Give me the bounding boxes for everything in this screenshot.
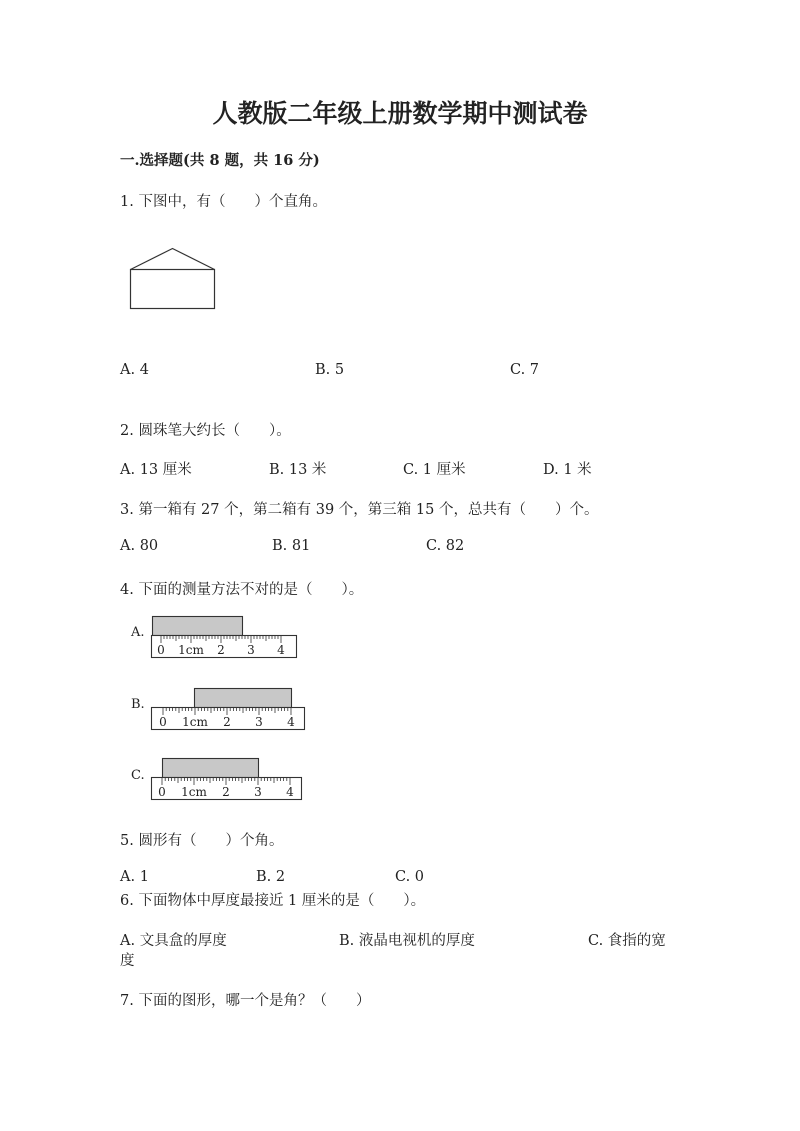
measured-bar [163,759,259,778]
question-2-option-a[interactable]: A. 13 厘米 [120,462,192,478]
ruler-label: 2 [222,785,230,799]
question-3-option-b[interactable]: B. 81 [272,538,311,554]
question-5-option-c[interactable]: C. 0 [395,869,425,885]
question-5-option-b[interactable]: B. 2 [256,869,286,885]
question-6-option-a[interactable]: A. 文具盒的厚度 [120,933,227,949]
ruler-label: 2 [217,643,225,657]
question-4-option-b[interactable]: B. [131,697,145,712]
question-3-stem: 3. 第一箱有 27 个，第二箱有 39 个，第三箱 15 个，总共有（ ）个。 [120,502,599,518]
ruler-label: 2 [223,715,231,729]
question-1-option-b[interactable]: B. 5 [315,362,345,378]
question-1-option-a[interactable]: A. 4 [120,362,149,378]
ruler-label: 4 [287,715,295,729]
house-figure [125,243,221,315]
question-5-stem: 5. 圆形有（ ）个角。 [120,833,284,849]
question-1-option-c[interactable]: C. 7 [510,362,540,378]
measured-bar [195,689,292,708]
page-title: 人教版二年级上册数学期中测试卷 [212,99,588,128]
question-1-stem: 1. 下图中，有（ ）个直角。 [120,194,327,210]
ruler-label: 1cm [181,785,207,799]
question-2-option-d[interactable]: D. 1 米 [543,462,592,478]
section-heading: 一.选择题(共 8 题，共 16 分) [120,152,320,169]
question-6-option-b[interactable]: B. 液晶电视机的厚度 [339,933,475,949]
question-7-stem: 7. 下面的图形，哪一个是角？（ ） [120,993,371,1009]
question-2-stem: 2. 圆珠笔大约长（ ）。 [120,423,291,439]
question-4-stem: 4. 下面的测量方法不对的是（ ）。 [120,582,364,598]
ruler-label: 0 [157,643,165,657]
ruler-label: 0 [159,715,167,729]
measured-bar [153,617,243,636]
ruler-label: 1cm [178,643,204,657]
ruler-label: 1cm [182,715,208,729]
ruler-label: 3 [254,785,262,799]
question-4-option-c[interactable]: C. [131,768,145,783]
question-3-option-c[interactable]: C. 82 [426,538,465,554]
ruler-label: 4 [286,785,294,799]
question-2-option-c[interactable]: C. 1 厘米 [403,462,466,478]
ruler-label: 3 [247,643,255,657]
question-6-option-c[interactable]: C. 食指的宽 [588,933,666,949]
question-6-option-c-wrap: 度 [120,953,135,969]
question-2-option-b[interactable]: B. 13 米 [269,462,327,478]
ruler-figure-b [150,687,306,732]
ruler-label: 3 [255,715,263,729]
question-4-option-a[interactable]: A. [131,625,145,640]
ruler-label: 0 [158,785,166,799]
question-5-option-a[interactable]: A. 1 [120,869,149,885]
question-6-stem: 6. 下面物体中厚度最接近 1 厘米的是（ ）。 [120,893,426,909]
ruler-figure-a [150,615,300,660]
ruler-label: 4 [277,643,285,657]
question-3-option-a[interactable]: A. 80 [120,538,159,554]
ruler-figure-c [150,757,306,802]
